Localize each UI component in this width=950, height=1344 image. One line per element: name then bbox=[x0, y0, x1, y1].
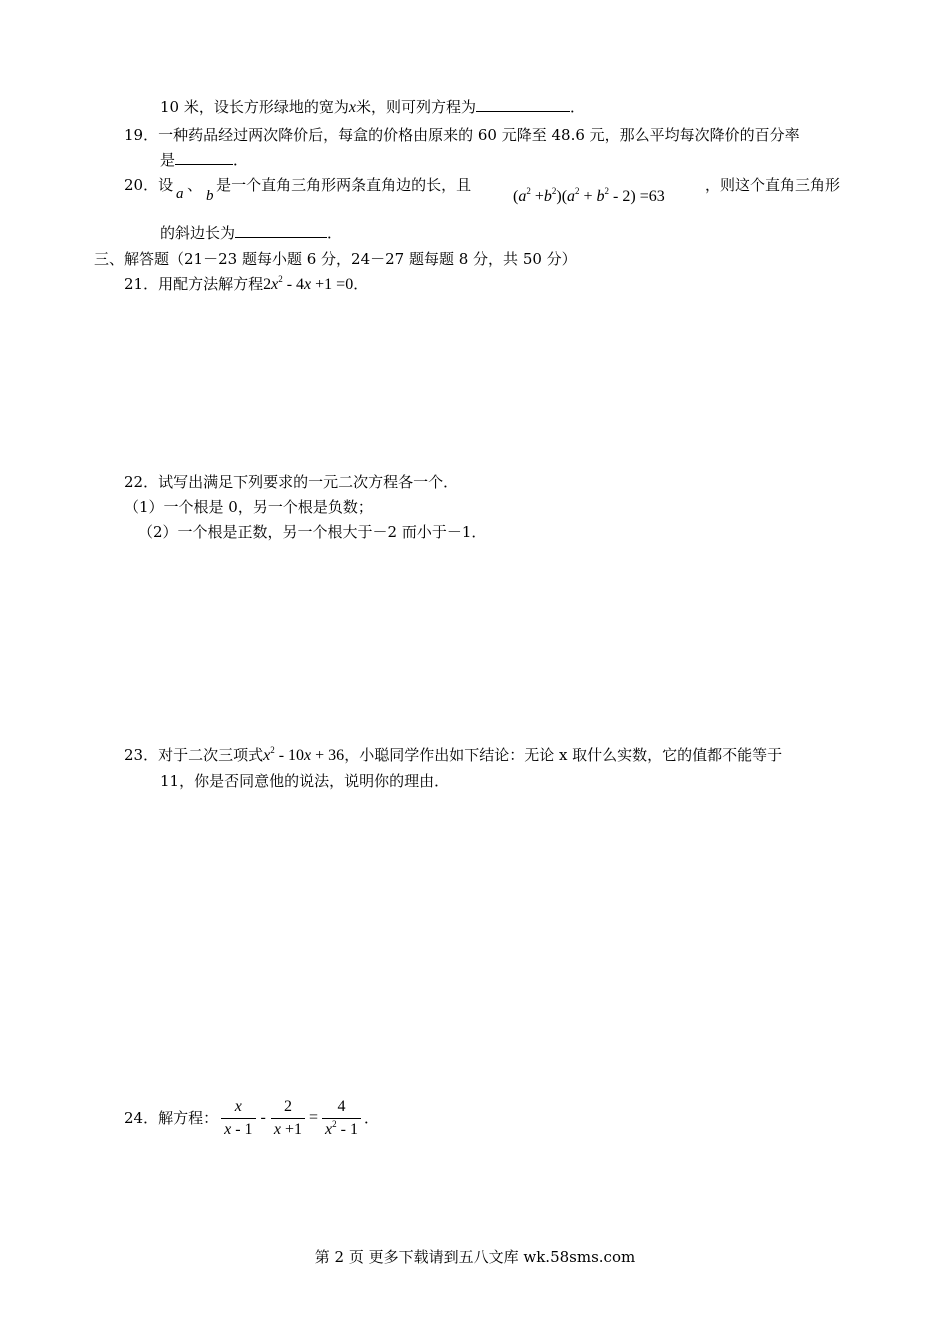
q22-text: 试写出满足下列要求的一元二次方程各一个． bbox=[158, 473, 459, 491]
q20-text-4: ，则这个直角三角形 bbox=[705, 176, 841, 194]
q22-sub2: （2）一个根是正数，另一个根大于－2 而小于－1． bbox=[138, 523, 487, 541]
q20-text-4-wrap bbox=[705, 175, 840, 195]
q20-text-line2: 的斜边长为 bbox=[160, 224, 236, 242]
q18-var-x: x bbox=[348, 99, 356, 116]
q18-continuation bbox=[160, 97, 585, 118]
q20-text-3: 是一个直角三角形两条直角边的长，且 bbox=[216, 176, 472, 194]
q21-number: 21． bbox=[124, 275, 159, 293]
q20-text-2: 、 bbox=[187, 176, 203, 194]
q19-line2 bbox=[160, 150, 248, 170]
q22-sub1: （1）一个根是 0，另一个根是负数； bbox=[124, 498, 373, 516]
q20-text-1: 设 bbox=[158, 176, 174, 194]
q19-text: 一种药品经过两次降价后，每盒的价格由原来的 60 元降至 48.6 元，那么平均每次降价的百分率 bbox=[158, 126, 800, 144]
q23-expression: $x^2 - 10x + 36$ bbox=[263, 745, 345, 764]
q18-text-after: 米，则可列方程为 bbox=[355, 98, 476, 116]
q19-end: ． bbox=[233, 151, 249, 169]
q19-number: 19． bbox=[124, 126, 159, 144]
q21 bbox=[124, 274, 368, 295]
q24-equation: $\frac{x}{x - 1}$ - $\frac{2}{x +1}$ = $\frac{4}{x^2 - 1}$ bbox=[218, 1096, 364, 1140]
q23-text-2: ，小聪同学作出如下结论：无论 x 取什么实数，它的值都不能等于 bbox=[344, 746, 783, 764]
q20-var-b: b bbox=[206, 188, 214, 204]
page-footer: 第 2 页 更多下载请到五八文库 wk.58sms.com bbox=[314, 1248, 636, 1266]
section-3-title: 三、解答题（21－23 题每小题 6 分，24－27 题每题 8 分，共 50 分） bbox=[94, 250, 577, 268]
q22 bbox=[124, 472, 458, 492]
q20-answer-blank[interactable] bbox=[235, 223, 327, 238]
q19-text-start: 是 bbox=[160, 151, 176, 169]
q23-number: 23． bbox=[124, 746, 159, 764]
q19-answer-blank[interactable] bbox=[175, 150, 233, 165]
q24 bbox=[124, 1096, 379, 1140]
q24-number: 24． bbox=[124, 1109, 159, 1127]
q18-text: 10 米，设长方形绿地的宽为 bbox=[160, 98, 349, 116]
q18-answer-blank[interactable] bbox=[476, 97, 570, 112]
q20-var-a: a bbox=[176, 186, 184, 202]
q21-end: ． bbox=[353, 275, 369, 293]
q18-end: ． bbox=[569, 98, 585, 116]
q23-text-1: 对于二次三项式 bbox=[158, 746, 264, 764]
q20-end: ． bbox=[327, 224, 343, 242]
q20-number: 20． bbox=[124, 176, 159, 194]
q23-line1 bbox=[124, 745, 782, 766]
q22-number: 22． bbox=[124, 473, 159, 491]
q20-line2 bbox=[160, 223, 342, 243]
q24-end: ． bbox=[363, 1109, 379, 1127]
q20-equation: $(a^2 +b^2)(a^2 + b^2 - 2) =63$ bbox=[513, 186, 665, 205]
q23-line2: 11，你是否同意他的说法，说明你的理由． bbox=[160, 772, 450, 790]
q19-line1 bbox=[124, 125, 800, 145]
q21-equation: $2x^2 - 4x +1 =0$ bbox=[263, 274, 354, 293]
q21-text: 用配方法解方程 bbox=[158, 275, 264, 293]
q24-text: 解方程： bbox=[158, 1109, 219, 1127]
